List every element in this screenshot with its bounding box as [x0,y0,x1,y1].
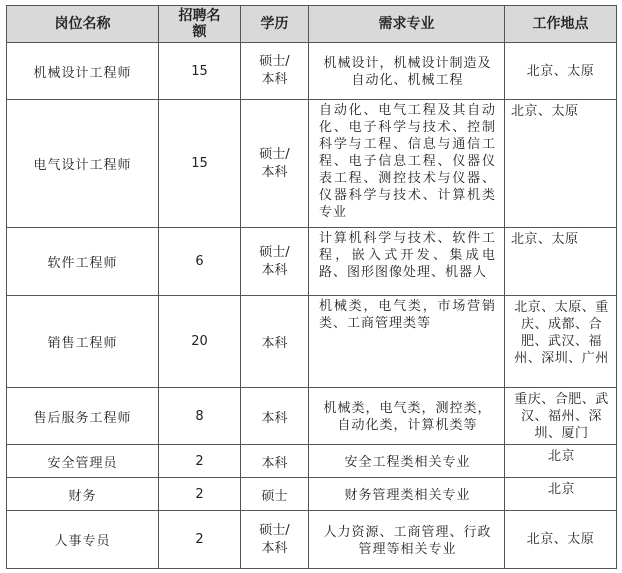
job-location: 北京 [505,445,617,478]
job-location: 北京、太原 [505,228,617,296]
header-education: 学历 [241,6,309,43]
job-education: 硕士/本科 [241,100,309,228]
job-title: 软件工程师 [7,228,159,296]
recruitment-table [6,5,617,569]
job-title: 财务 [7,478,159,511]
table-row [7,228,617,296]
job-majors: 财务管理类相关专业 [309,478,505,511]
job-count: 2 [159,478,241,511]
job-education: 硕士/本科 [241,43,309,100]
table-row [7,100,617,228]
job-location: 北京、太原 [505,43,617,100]
table-row [7,511,617,569]
job-title: 售后服务工程师 [7,388,159,445]
job-education: 硕士/本科 [241,511,309,569]
job-count: 15 [159,100,241,228]
job-majors: 人力资源、工商管理、行政管理等相关专业 [309,511,505,569]
job-title: 销售工程师 [7,296,159,388]
header-majors: 需求专业 [309,6,505,43]
job-location: 北京、太原、重庆、成都、合肥、武汉、福州、深圳、广州 [505,296,617,388]
job-count: 15 [159,43,241,100]
job-title: 安全管理员 [7,445,159,478]
job-title: 人事专员 [7,511,159,569]
job-education: 本科 [241,296,309,388]
table-row [7,296,617,388]
job-count: 8 [159,388,241,445]
job-count: 20 [159,296,241,388]
recruitment-table-sheet [6,5,616,569]
table-row [7,43,617,100]
job-majors: 自动化、电气工程及其自动化、电子科学与技术、控制科学与工程、信息与通信工程、电子信息工程、仪器仪表工程、测控技术与仪器、仪器科学与技术、计算机类专业 [309,100,505,228]
job-education: 本科 [241,445,309,478]
job-title: 电气设计工程师 [7,100,159,228]
header-title: 岗位名称 [7,6,159,43]
job-title: 机械设计工程师 [7,43,159,100]
job-location: 北京、太原 [505,100,617,228]
job-location: 重庆、合肥、武汉、福州、深圳、厦门 [505,388,617,445]
job-majors: 计算机科学与技术、软件工程，嵌入式开发、集成电路、图形图像处理、机器人 [309,228,505,296]
table-row [7,478,617,511]
job-education: 硕士 [241,478,309,511]
job-majors: 机械类，电气类，市场营销类、工商管理类等 [309,296,505,388]
header-row [7,6,617,43]
table-row [7,388,617,445]
job-education: 硕士/本科 [241,228,309,296]
job-majors: 安全工程类相关专业 [309,445,505,478]
job-location: 北京 [505,478,617,511]
job-majors: 机械类，电气类，测控类，自动化类，计算机类等 [309,388,505,445]
job-count: 2 [159,445,241,478]
header-location: 工作地点 [505,6,617,43]
job-count: 2 [159,511,241,569]
job-education: 本科 [241,388,309,445]
job-majors: 机械设计，机械设计制造及自动化、机械工程 [309,43,505,100]
table-row [7,445,617,478]
header-count: 招聘名额 [159,6,241,43]
job-count: 6 [159,228,241,296]
job-location: 北京、太原 [505,511,617,569]
